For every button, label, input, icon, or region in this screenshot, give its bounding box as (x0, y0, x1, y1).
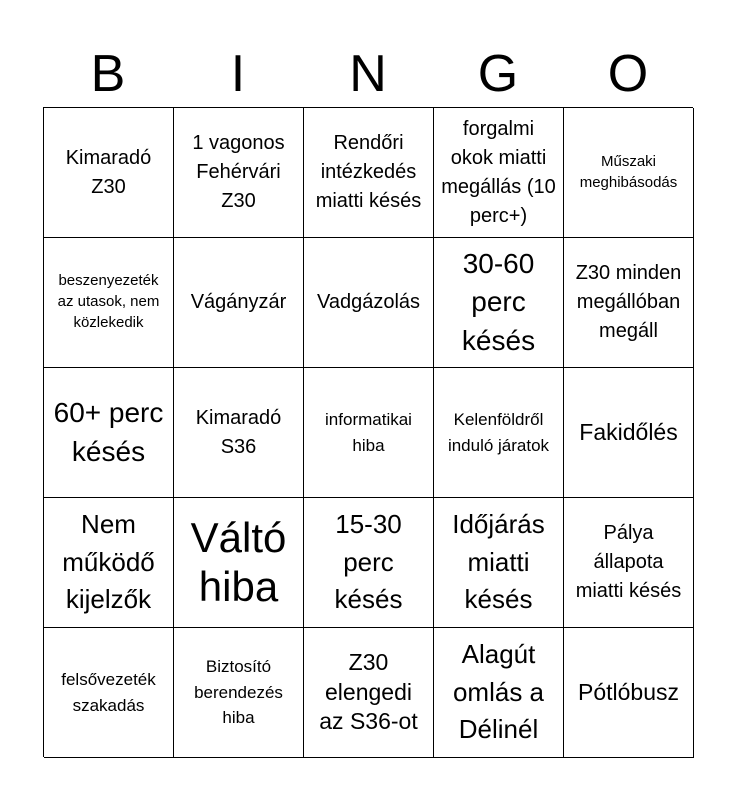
bingo-cell[interactable] (304, 628, 434, 758)
bingo-header (43, 40, 693, 108)
bingo-cell-text: Z30 elengedi az S36-ot (319, 648, 418, 735)
bingo-cell[interactable] (434, 238, 564, 368)
bingo-cell[interactable] (564, 238, 694, 368)
bingo-cell[interactable] (44, 498, 174, 628)
bingo-cell-text: beszenyezeték az utasok, nem közlekedik (57, 272, 160, 331)
header-letter-b: B (90, 45, 126, 103)
bingo-cell[interactable] (434, 498, 564, 628)
bingo-cell[interactable] (564, 368, 694, 498)
bingo-cell-text: Kimaradó S36 (195, 406, 282, 458)
bingo-cell[interactable] (434, 368, 564, 498)
bingo-cell[interactable] (44, 628, 174, 758)
header-letter-g: G (477, 45, 519, 103)
bingo-cell-text: 30-60 perc késés (461, 248, 536, 356)
bingo-cell[interactable] (304, 498, 434, 628)
bingo-cell[interactable] (44, 108, 174, 238)
bingo-cell-text: forgalmi okok miatti megállás (10 perc+) (441, 117, 556, 227)
bingo-cell-text: Pálya állapota miatti késés (575, 522, 682, 602)
bingo-cell[interactable] (434, 108, 564, 238)
bingo-cell-text: 15-30 perc késés (334, 508, 403, 615)
bingo-cell-text: Z30 minden megállóban megáll (575, 262, 682, 342)
bingo-cell-text: 1 vagonos Fehérvári Z30 (192, 132, 285, 212)
bingo-cell-text: Fakidőlés (579, 418, 678, 445)
bingo-cell[interactable] (44, 368, 174, 498)
bingo-cell-text: Kimaradó Z30 (65, 146, 152, 198)
bingo-cell-text: Nem működő kijelzők (62, 508, 155, 615)
bingo-cell[interactable] (564, 498, 694, 628)
bingo-cell-text: 60+ perc késés (53, 397, 164, 467)
bingo-cell-text: Vadgázolás (316, 291, 421, 313)
bingo-cell-text: Időjárás miatti késés (452, 508, 545, 615)
bingo-cell[interactable] (304, 238, 434, 368)
bingo-cell[interactable] (304, 368, 434, 498)
bingo-cell-text: Kelenföldről induló járatok (447, 410, 550, 455)
header-letter-n: N (349, 45, 387, 103)
bingo-cell-text: Műszaki meghibásodás (579, 152, 678, 191)
bingo-cell-text: Pótlóbusz (577, 678, 679, 705)
bingo-cell[interactable] (174, 108, 304, 238)
bingo-cell[interactable] (564, 628, 694, 758)
bingo-cell[interactable] (304, 108, 434, 238)
bingo-cell[interactable] (174, 368, 304, 498)
bingo-cell-text: Alagút omlás a Délinél (452, 638, 545, 745)
bingo-cell[interactable] (174, 498, 304, 628)
header-letter-i: I (230, 45, 246, 103)
bingo-cell-text: Váltó hiba (190, 514, 287, 610)
bingo-cell[interactable] (174, 628, 304, 758)
bingo-cell[interactable] (44, 238, 174, 368)
bingo-grid (43, 107, 693, 757)
bingo-cell[interactable] (174, 238, 304, 368)
bingo-cell[interactable] (434, 628, 564, 758)
bingo-cell-text: Vágányzár (190, 291, 287, 313)
bingo-cell-text: informatikai hiba (325, 410, 412, 455)
bingo-cell[interactable] (564, 108, 694, 238)
bingo-cell-text: Biztosító berendezés hiba (194, 657, 283, 728)
header-letter-o: O (607, 45, 649, 103)
bingo-cell-text: felsővezeték szakadás (61, 670, 156, 715)
bingo-cell-text: Rendőri intézkedés miatti késés (315, 132, 422, 212)
